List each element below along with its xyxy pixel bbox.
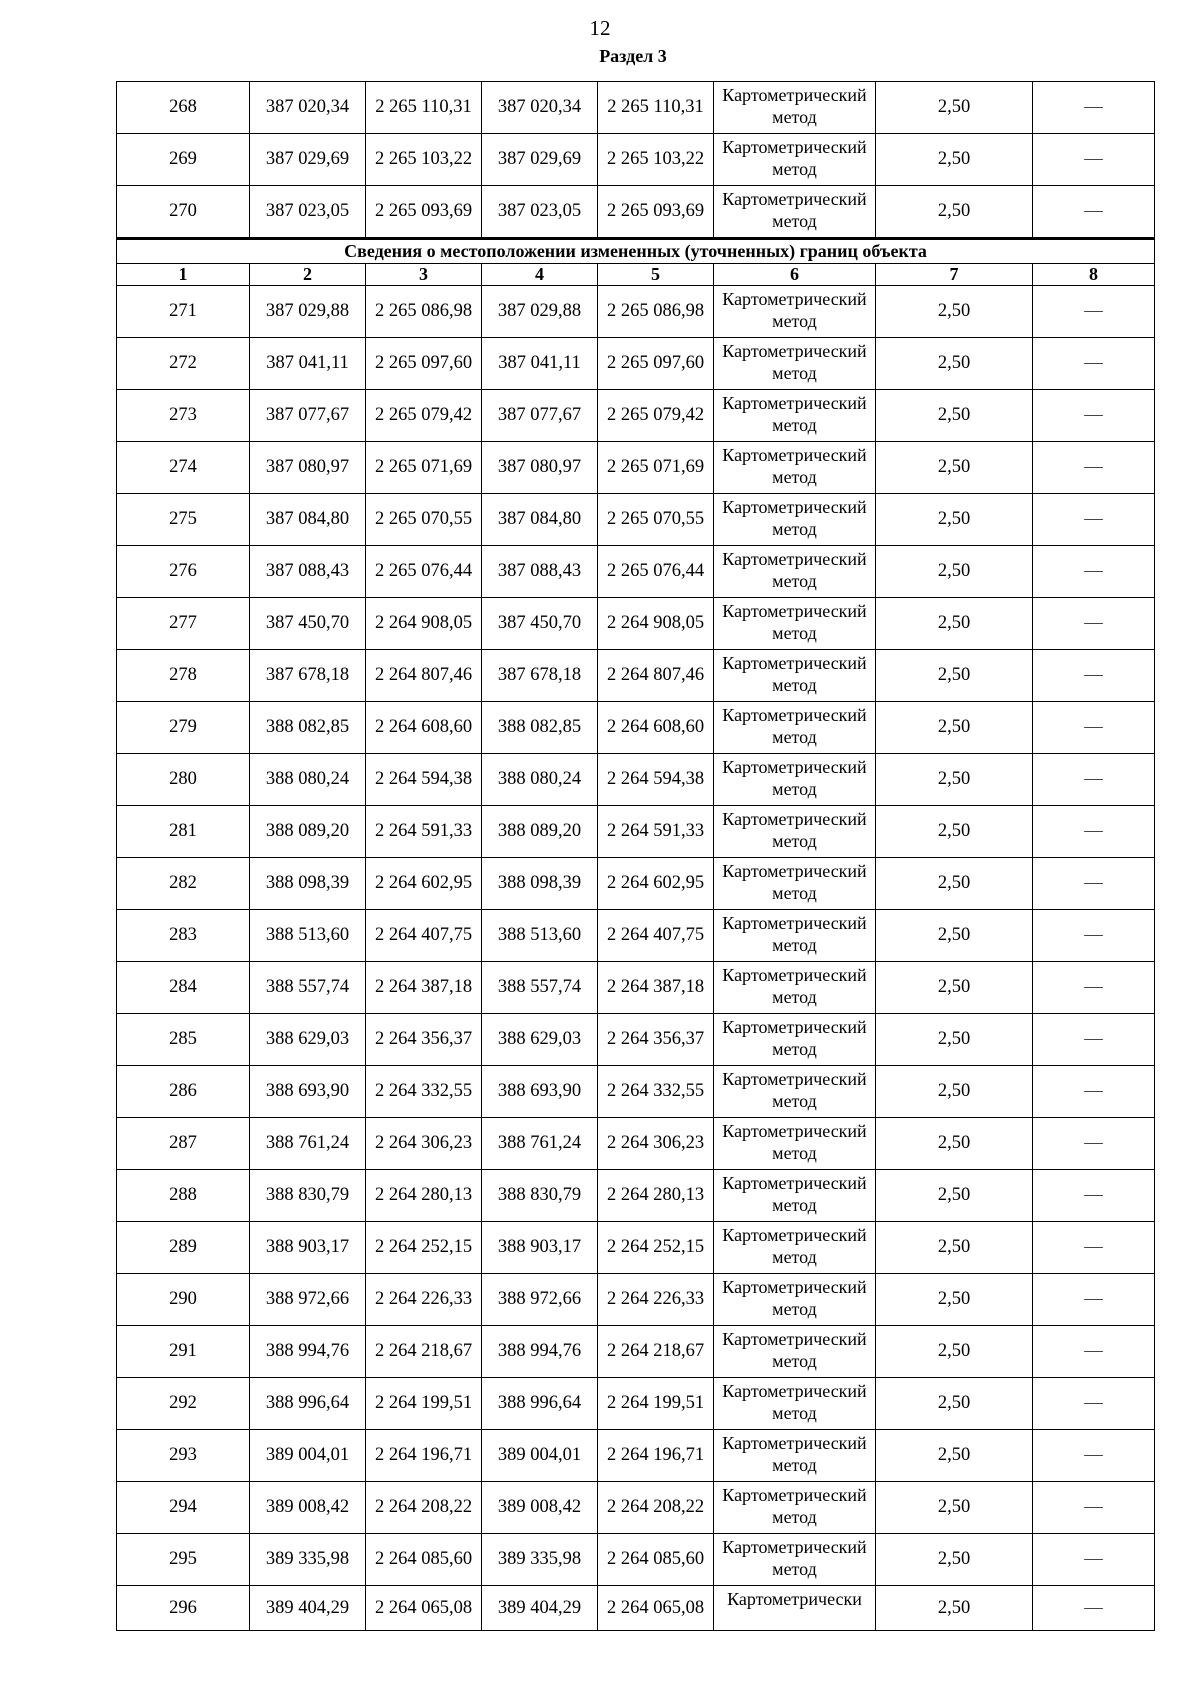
- column-number-header: 4: [482, 264, 598, 286]
- point-number-cell: 280: [117, 754, 250, 806]
- method-cell: Картометрический метод: [714, 338, 876, 390]
- column-number-header: 5: [598, 264, 714, 286]
- point-number-cell: 295: [117, 1534, 250, 1586]
- method-cell: Картометрический метод: [714, 134, 876, 186]
- x-coord-cell: 388 089,20: [482, 806, 598, 858]
- y-coord-cell: 2 265 097,60: [598, 338, 714, 390]
- x-coord-cell: 388 972,66: [482, 1274, 598, 1326]
- column-number-header: 8: [1033, 264, 1155, 286]
- accuracy-cell: 2,50: [876, 910, 1033, 962]
- accuracy-cell: 2,50: [876, 598, 1033, 650]
- method-cell: Картометрический метод: [714, 858, 876, 910]
- note-cell: —: [1033, 598, 1155, 650]
- x-coord-cell: 387 077,67: [250, 390, 366, 442]
- x-coord-cell: 387 088,43: [250, 546, 366, 598]
- y-coord-cell: 2 265 070,55: [366, 494, 482, 546]
- method-cell: Картометрический метод: [714, 286, 876, 338]
- method-cell: Картометрический метод: [714, 390, 876, 442]
- table-row: [117, 910, 1155, 962]
- method-cell: Картометрический метод: [714, 1014, 876, 1066]
- y-coord-cell: 2 264 252,15: [598, 1222, 714, 1274]
- y-coord-cell: 2 264 594,38: [366, 754, 482, 806]
- accuracy-cell: 2,50: [876, 1482, 1033, 1534]
- y-coord-cell: 2 264 280,13: [598, 1170, 714, 1222]
- method-cell: Картометрический метод: [714, 754, 876, 806]
- accuracy-cell: 2,50: [876, 1066, 1033, 1118]
- method-cell: Картометрический метод: [714, 806, 876, 858]
- x-coord-cell: 387 450,70: [250, 598, 366, 650]
- y-coord-cell: 2 265 071,69: [598, 442, 714, 494]
- x-coord-cell: 387 029,88: [482, 286, 598, 338]
- table-row: [117, 1274, 1155, 1326]
- accuracy-cell: 2,50: [876, 1170, 1033, 1222]
- accuracy-cell: 2,50: [876, 1118, 1033, 1170]
- y-coord-cell: 2 264 226,33: [598, 1274, 714, 1326]
- note-cell: —: [1033, 442, 1155, 494]
- x-coord-cell: 388 557,74: [250, 962, 366, 1014]
- table-row: [117, 1482, 1155, 1534]
- x-coord-cell: 387 023,05: [250, 186, 366, 239]
- y-coord-cell: 2 264 196,71: [598, 1430, 714, 1482]
- page-number: 12: [589, 16, 611, 40]
- method-cell: Картометрический метод: [714, 494, 876, 546]
- column-number-header: 1: [117, 264, 250, 286]
- column-number-header: 6: [714, 264, 876, 286]
- point-number-cell: 289: [117, 1222, 250, 1274]
- accuracy-cell: 2,50: [876, 858, 1033, 910]
- y-coord-cell: 2 264 807,46: [366, 650, 482, 702]
- note-cell: —: [1033, 1118, 1155, 1170]
- y-coord-cell: 2 264 218,67: [598, 1326, 714, 1378]
- x-coord-cell: 389 335,98: [250, 1534, 366, 1586]
- y-coord-cell: 2 265 093,69: [598, 186, 714, 239]
- table-row: [117, 186, 1155, 239]
- x-coord-cell: 388 629,03: [250, 1014, 366, 1066]
- method-cell: Картометрический метод: [714, 1274, 876, 1326]
- y-coord-cell: 2 265 071,69: [366, 442, 482, 494]
- x-coord-cell: 388 994,76: [482, 1326, 598, 1378]
- note-cell: —: [1033, 1274, 1155, 1326]
- y-coord-cell: 2 264 407,75: [598, 910, 714, 962]
- x-coord-cell: 389 008,42: [250, 1482, 366, 1534]
- accuracy-cell: 2,50: [876, 1222, 1033, 1274]
- y-coord-cell: 2 264 085,60: [366, 1534, 482, 1586]
- x-coord-cell: 388 903,17: [250, 1222, 366, 1274]
- y-coord-cell: 2 264 306,23: [598, 1118, 714, 1170]
- table-row: [117, 1066, 1155, 1118]
- table-row: [117, 1118, 1155, 1170]
- x-coord-cell: 388 557,74: [482, 962, 598, 1014]
- x-coord-cell: 388 830,79: [482, 1170, 598, 1222]
- accuracy-cell: 2,50: [876, 1430, 1033, 1482]
- point-number-cell: 292: [117, 1378, 250, 1430]
- point-number-cell: 296: [117, 1586, 250, 1631]
- x-coord-cell: 388 761,24: [250, 1118, 366, 1170]
- x-coord-cell: 389 404,29: [250, 1586, 366, 1631]
- note-cell: —: [1033, 1430, 1155, 1482]
- accuracy-cell: 2,50: [876, 1014, 1033, 1066]
- x-coord-cell: 387 450,70: [482, 598, 598, 650]
- point-number-cell: 277: [117, 598, 250, 650]
- x-coord-cell: 388 082,85: [482, 702, 598, 754]
- y-coord-cell: 2 264 591,33: [598, 806, 714, 858]
- note-cell: —: [1033, 754, 1155, 806]
- method-cell: Картометрический метод: [714, 910, 876, 962]
- point-number-cell: 275: [117, 494, 250, 546]
- accuracy-cell: 2,50: [876, 1274, 1033, 1326]
- x-coord-cell: 389 335,98: [482, 1534, 598, 1586]
- x-coord-cell: 387 678,18: [250, 650, 366, 702]
- note-cell: —: [1033, 1378, 1155, 1430]
- point-number-cell: 272: [117, 338, 250, 390]
- x-coord-cell: 388 089,20: [250, 806, 366, 858]
- note-cell: —: [1033, 858, 1155, 910]
- x-coord-cell: 388 972,66: [250, 1274, 366, 1326]
- x-coord-cell: 388 903,17: [482, 1222, 598, 1274]
- method-cell: Картометрический метод: [714, 82, 876, 134]
- accuracy-cell: 2,50: [876, 546, 1033, 598]
- y-coord-cell: 2 264 065,08: [366, 1586, 482, 1631]
- table-row: [117, 858, 1155, 910]
- x-coord-cell: 387 084,80: [250, 494, 366, 546]
- note-cell: —: [1033, 650, 1155, 702]
- y-coord-cell: 2 264 387,18: [598, 962, 714, 1014]
- point-number-cell: 278: [117, 650, 250, 702]
- note-cell: —: [1033, 82, 1155, 134]
- x-coord-cell: 387 023,05: [482, 186, 598, 239]
- y-coord-cell: 2 264 407,75: [366, 910, 482, 962]
- point-number-cell: 285: [117, 1014, 250, 1066]
- method-cell: Картометрический метод: [714, 1326, 876, 1378]
- point-number-cell: 276: [117, 546, 250, 598]
- y-coord-cell: 2 264 199,51: [598, 1378, 714, 1430]
- table-row: [117, 598, 1155, 650]
- note-cell: —: [1033, 546, 1155, 598]
- y-coord-cell: 2 264 332,55: [366, 1066, 482, 1118]
- y-coord-cell: 2 264 085,60: [598, 1534, 714, 1586]
- table-row: [117, 1378, 1155, 1430]
- note-cell: —: [1033, 1014, 1155, 1066]
- y-coord-cell: 2 264 387,18: [366, 962, 482, 1014]
- section-title: Раздел 3: [599, 46, 667, 66]
- table-row: [117, 442, 1155, 494]
- point-number-cell: 288: [117, 1170, 250, 1222]
- y-coord-cell: 2 265 086,98: [598, 286, 714, 338]
- x-coord-cell: 388 693,90: [482, 1066, 598, 1118]
- point-number-cell: 294: [117, 1482, 250, 1534]
- table-row: [117, 1222, 1155, 1274]
- x-coord-cell: 388 693,90: [250, 1066, 366, 1118]
- x-coord-cell: 388 080,24: [482, 754, 598, 806]
- x-coord-cell: 388 513,60: [250, 910, 366, 962]
- y-coord-cell: 2 265 103,22: [598, 134, 714, 186]
- y-coord-cell: 2 264 280,13: [366, 1170, 482, 1222]
- y-coord-cell: 2 265 079,42: [598, 390, 714, 442]
- method-cell: Картометрический метод: [714, 1118, 876, 1170]
- method-cell: Картометрический метод: [714, 186, 876, 239]
- method-cell: Картометрический метод: [714, 1378, 876, 1430]
- point-number-cell: 281: [117, 806, 250, 858]
- column-number-header: 7: [876, 264, 1033, 286]
- table-row: [117, 390, 1155, 442]
- accuracy-cell: 2,50: [876, 338, 1033, 390]
- method-cell: Картометрический метод: [714, 1066, 876, 1118]
- table-row: [117, 1326, 1155, 1378]
- subheader: Сведения о местоположении измененных (уточненных) границ объекта: [117, 239, 1155, 264]
- table-row: [117, 1430, 1155, 1482]
- x-coord-cell: 387 020,34: [250, 82, 366, 134]
- method-cell: Картометрический метод: [714, 702, 876, 754]
- point-number-cell: 270: [117, 186, 250, 239]
- y-coord-cell: 2 264 199,51: [366, 1378, 482, 1430]
- x-coord-cell: 388 996,64: [482, 1378, 598, 1430]
- accuracy-cell: 2,50: [876, 806, 1033, 858]
- table-row: [117, 806, 1155, 858]
- x-coord-cell: 387 020,34: [482, 82, 598, 134]
- x-coord-cell: 388 761,24: [482, 1118, 598, 1170]
- accuracy-cell: 2,50: [876, 82, 1033, 134]
- accuracy-cell: 2,50: [876, 1378, 1033, 1430]
- x-coord-cell: 387 029,88: [250, 286, 366, 338]
- method-cell: Картометрический метод: [714, 1430, 876, 1482]
- accuracy-cell: 2,50: [876, 442, 1033, 494]
- x-coord-cell: 387 080,97: [482, 442, 598, 494]
- method-cell: Картометрический метод: [714, 442, 876, 494]
- y-coord-cell: 2 265 079,42: [366, 390, 482, 442]
- note-cell: —: [1033, 702, 1155, 754]
- table-row: [117, 338, 1155, 390]
- y-coord-cell: 2 265 086,98: [366, 286, 482, 338]
- table-row: [117, 1534, 1155, 1586]
- accuracy-cell: 2,50: [876, 286, 1033, 338]
- method-cell: Картометрический метод: [714, 1222, 876, 1274]
- y-coord-cell: 2 265 103,22: [366, 134, 482, 186]
- column-number-header: 2: [250, 264, 366, 286]
- y-coord-cell: 2 265 110,31: [366, 82, 482, 134]
- accuracy-cell: 2,50: [876, 962, 1033, 1014]
- note-cell: —: [1033, 286, 1155, 338]
- accuracy-cell: 2,50: [876, 650, 1033, 702]
- x-coord-cell: 389 008,42: [482, 1482, 598, 1534]
- column-number-header: 3: [366, 264, 482, 286]
- table-row: [117, 1170, 1155, 1222]
- accuracy-cell: 2,50: [876, 1534, 1033, 1586]
- table-row: [117, 494, 1155, 546]
- table-row: [117, 1586, 1155, 1631]
- note-cell: —: [1033, 1326, 1155, 1378]
- y-coord-cell: 2 264 908,05: [598, 598, 714, 650]
- y-coord-cell: 2 264 591,33: [366, 806, 482, 858]
- accuracy-cell: 2,50: [876, 186, 1033, 239]
- y-coord-cell: 2 264 208,22: [598, 1482, 714, 1534]
- table-row: [117, 546, 1155, 598]
- note-cell: —: [1033, 806, 1155, 858]
- method-cell: Картометрический метод: [714, 1534, 876, 1586]
- table-row: [117, 702, 1155, 754]
- x-coord-cell: 388 080,24: [250, 754, 366, 806]
- x-coord-cell: 387 678,18: [482, 650, 598, 702]
- method-cell: Картометрический метод: [714, 1482, 876, 1534]
- coordinates-table: [116, 81, 1155, 1631]
- x-coord-cell: 387 077,67: [482, 390, 598, 442]
- x-coord-cell: 389 404,29: [482, 1586, 598, 1631]
- y-coord-cell: 2 265 093,69: [366, 186, 482, 239]
- y-coord-cell: 2 265 097,60: [366, 338, 482, 390]
- y-coord-cell: 2 264 908,05: [366, 598, 482, 650]
- note-cell: —: [1033, 1534, 1155, 1586]
- y-coord-cell: 2 265 070,55: [598, 494, 714, 546]
- table-row: [117, 650, 1155, 702]
- table-row: [117, 82, 1155, 134]
- x-coord-cell: 387 084,80: [482, 494, 598, 546]
- method-cell: Картометрический метод: [714, 598, 876, 650]
- y-coord-cell: 2 264 196,71: [366, 1430, 482, 1482]
- y-coord-cell: 2 264 594,38: [598, 754, 714, 806]
- note-cell: —: [1033, 186, 1155, 239]
- point-number-cell: 282: [117, 858, 250, 910]
- point-number-cell: 283: [117, 910, 250, 962]
- method-cell: Картометрически: [714, 1586, 876, 1631]
- point-number-cell: 291: [117, 1326, 250, 1378]
- accuracy-cell: 2,50: [876, 702, 1033, 754]
- x-coord-cell: 388 082,85: [250, 702, 366, 754]
- note-cell: —: [1033, 1482, 1155, 1534]
- y-coord-cell: 2 264 252,15: [366, 1222, 482, 1274]
- table-row: [117, 962, 1155, 1014]
- x-coord-cell: 388 830,79: [250, 1170, 366, 1222]
- x-coord-cell: 389 004,01: [250, 1430, 366, 1482]
- y-coord-cell: 2 264 332,55: [598, 1066, 714, 1118]
- x-coord-cell: 388 996,64: [250, 1378, 366, 1430]
- note-cell: —: [1033, 494, 1155, 546]
- point-number-cell: 271: [117, 286, 250, 338]
- x-coord-cell: 388 994,76: [250, 1326, 366, 1378]
- method-cell: Картометрический метод: [714, 650, 876, 702]
- x-coord-cell: 388 098,39: [250, 858, 366, 910]
- y-coord-cell: 2 264 356,37: [598, 1014, 714, 1066]
- method-cell: Картометрический метод: [714, 962, 876, 1014]
- accuracy-cell: 2,50: [876, 1586, 1033, 1631]
- accuracy-cell: 2,50: [876, 134, 1033, 186]
- y-coord-cell: 2 264 306,23: [366, 1118, 482, 1170]
- note-cell: —: [1033, 390, 1155, 442]
- x-coord-cell: 387 029,69: [482, 134, 598, 186]
- y-coord-cell: 2 265 076,44: [598, 546, 714, 598]
- x-coord-cell: 387 029,69: [250, 134, 366, 186]
- x-coord-cell: 388 629,03: [482, 1014, 598, 1066]
- note-cell: —: [1033, 1222, 1155, 1274]
- x-coord-cell: 387 080,97: [250, 442, 366, 494]
- note-cell: —: [1033, 962, 1155, 1014]
- table-row: [117, 1014, 1155, 1066]
- y-coord-cell: 2 264 356,37: [366, 1014, 482, 1066]
- point-number-cell: 286: [117, 1066, 250, 1118]
- y-coord-cell: 2 265 076,44: [366, 546, 482, 598]
- method-cell: Картометрический метод: [714, 546, 876, 598]
- x-coord-cell: 388 513,60: [482, 910, 598, 962]
- method-cell: Картометрический метод: [714, 1170, 876, 1222]
- note-cell: —: [1033, 910, 1155, 962]
- point-number-cell: 279: [117, 702, 250, 754]
- point-number-cell: 269: [117, 134, 250, 186]
- point-number-cell: 284: [117, 962, 250, 1014]
- y-coord-cell: 2 264 208,22: [366, 1482, 482, 1534]
- point-number-cell: 268: [117, 82, 250, 134]
- note-cell: —: [1033, 338, 1155, 390]
- y-coord-cell: 2 264 602,95: [598, 858, 714, 910]
- accuracy-cell: 2,50: [876, 754, 1033, 806]
- y-coord-cell: 2 264 608,60: [598, 702, 714, 754]
- y-coord-cell: 2 264 807,46: [598, 650, 714, 702]
- y-coord-cell: 2 264 226,33: [366, 1274, 482, 1326]
- accuracy-cell: 2,50: [876, 390, 1033, 442]
- point-number-cell: 290: [117, 1274, 250, 1326]
- y-coord-cell: 2 264 608,60: [366, 702, 482, 754]
- note-cell: —: [1033, 1586, 1155, 1631]
- point-number-cell: 287: [117, 1118, 250, 1170]
- point-number-cell: 293: [117, 1430, 250, 1482]
- accuracy-cell: 2,50: [876, 494, 1033, 546]
- x-coord-cell: 387 088,43: [482, 546, 598, 598]
- y-coord-cell: 2 264 218,67: [366, 1326, 482, 1378]
- note-cell: —: [1033, 1066, 1155, 1118]
- x-coord-cell: 387 041,11: [482, 338, 598, 390]
- table-row: [117, 134, 1155, 186]
- accuracy-cell: 2,50: [876, 1326, 1033, 1378]
- y-coord-cell: 2 265 110,31: [598, 82, 714, 134]
- x-coord-cell: 387 041,11: [250, 338, 366, 390]
- x-coord-cell: 388 098,39: [482, 858, 598, 910]
- point-number-cell: 274: [117, 442, 250, 494]
- point-number-cell: 273: [117, 390, 250, 442]
- note-cell: —: [1033, 134, 1155, 186]
- table-row: [117, 754, 1155, 806]
- y-coord-cell: 2 264 065,08: [598, 1586, 714, 1631]
- x-coord-cell: 389 004,01: [482, 1430, 598, 1482]
- y-coord-cell: 2 264 602,95: [366, 858, 482, 910]
- note-cell: —: [1033, 1170, 1155, 1222]
- table-row: [117, 286, 1155, 338]
